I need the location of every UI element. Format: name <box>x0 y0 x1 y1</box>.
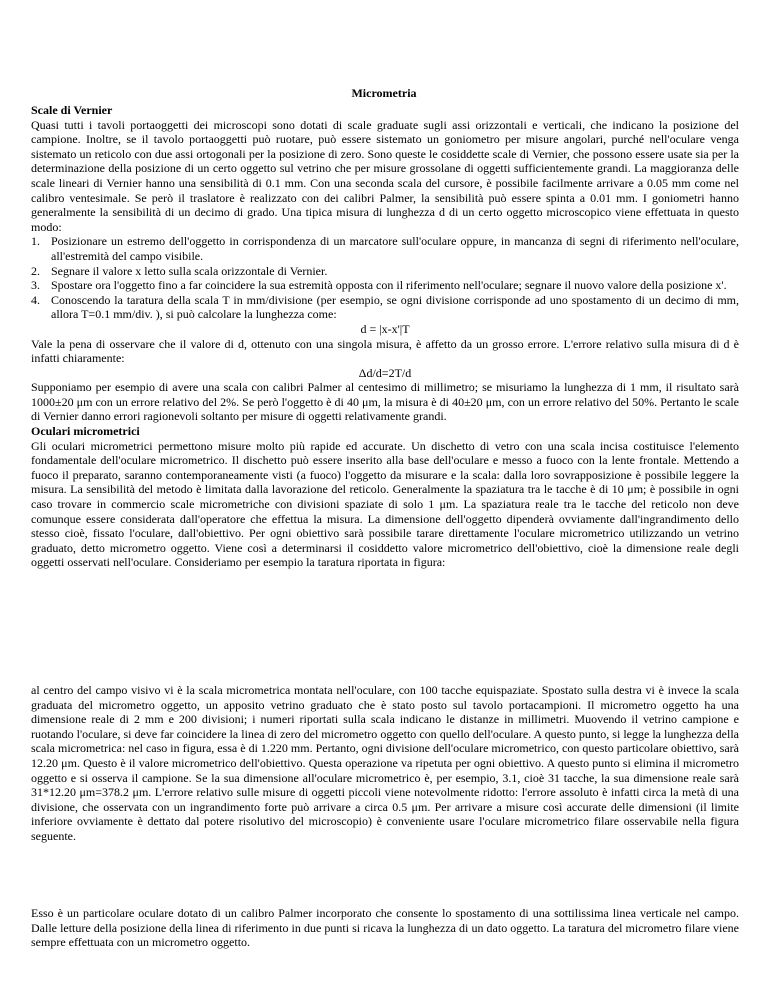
list-item: 4. Conoscendo la taratura della scala T in mm/divisione (per esempio, se ogni divisione corrisponde ad uno spostamento di un decimo di mm, allora T=0.1 mm/div. ), si può calcolare la lunghezza come: <box>31 292 739 322</box>
heading-vernier: Scale di Vernier <box>31 103 113 117</box>
section-filare <box>0 906 768 950</box>
paragraph-vernier-intro: Quasi tutti i tavoli portaoggetti dei microscopi sono dotati di scale graduate sugli assi orizzontali e verticali, che indicano la posizione del campione. Inoltre, se il tavolo portaoggetti può ruotare, può essere sistemato un goniometro per misure angolari, purché nell'oculare venga sistemato un reticolo con due assi ortogonali per la posizione di zero. Sono queste le cosiddette scale di Vernier, che possono essere usate sia per la determinazione della posizione di un certo oggetto sul vetrino che per misure grossolane di oggetti sufficientemente grandi. La maggioranza delle scale lineari di Vernier hanno una sensibilità di 0.1 mm. Con una seconda scala del cursore, è possibile facilmente arrivare a 0.05 mm come nel calibro ventesimale. Se però il traslatore è realizzato con dei calibri Palmer, la sensibilità può essere spinta a 0.01 mm. I goniometri hanno generalmente la sensibilità di un decimo di grado. Una tipica misura di lunghezza d di un certo oggetto microscopico viene effettuata in questo modo: <box>31 117 739 234</box>
formula-length: d = |x-x'|T <box>360 321 410 336</box>
list-item: 1. Posizionare un estremo dell'oggetto in corrispondenza di un marcatore sull'oculare oppure, in mancanza di segni di riferimento nell'oculare, all'estremità del campo visibile. <box>31 234 739 263</box>
page-title: Micrometria <box>351 86 417 100</box>
section-taratura <box>0 683 768 844</box>
paragraph-error: Vale la pena di osservare che il valore di d, ottenuto con una singola misura, è affetto da un grosso errore. L'errore relativo sulla misura di d è infatti chiaramente: <box>31 336 739 366</box>
paragraph-filare: Esso è un particolare oculare dotato di un calibro Palmer incorporato che consente lo spostamento di una sottilissima linea verticale nel campo. Dalle letture della posizione della linea di riferimento in due punti si ricava la lunghezza di un dato oggetto. La taratura del micrometro filare viene sempre effettuata con un micrometro oggetto. <box>31 906 739 950</box>
paragraph-taratura: al centro del campo visivo vi è la scala micrometrica montata nell'oculare, con 100 tacche equispaziate. Spostato sulla destra vi è invece la scala graduata del micrometro oggetto, un apposito vetrino graduato che è stato posto sul tavolo portacampioni. Il micrometro oggetto ha una dimensione reale di 2 mm e 200 divisioni; i numeri riportati sulla scala indicano le distanze in millimetri. Muovendo il vetrino campione e ruotando l'oculare, si deve far coincidere la linea di zero del micrometro oggetto con quello dell'oculare. A questo punto, si legge la lunghezza della scala micrometrica: nel caso in figura, essa è di 1.220 mm. Pertanto, ogni divisione dell'oculare micrometrico, con questo particolare obiettivo, sarà 12.20 μm. Questo è il valore micrometrico dell'obiettivo. Questa operazione va ripetuta per ogni obiettivo. A questo punto si elimina il micrometro oggetto e si osserva il campione. Se la sua dimensione all'oculare micrometrico è, per esempio, 3.1, cioè 31 tacche, la sua dimensione reale sarà 31*12.20 μm=378.2 μm. L'errore relativo sulle misure di oggetti piccoli viene notevolmente ridotto: l'errore assoluto è infatti circa la metà di una divisione, che osservata con un ingrandimento forte può arrivare a circa 0.5 μm. Per arrivare a misure così accurate delle dimensioni (il limite inferiore ovviamente è dettato dal potere risolutivo del microscopio) è conveniente usare l'oculare micrometrico filare osservabile nella figura seguente. <box>31 683 739 843</box>
paragraph-oculari-intro: Gli oculari micrometrici permettono misure molto più rapide ed accurate. Un dischetto di vetro con una scala incisa costituisce l'elemento fondamentale dell'oculare micrometrico. Il dischetto può essere inserito alla base dell'oculare e messo a fuoco con la lente frontale. Mettendo a fuoco il preparato, saranno contemporaneamente visti (a fuoco) l'oggetto da misurare e la scala: dalla loro sovrapposizione è possibile leggere la misura. La sensibilità del metodo è limitata dalla lavorazione del reticolo. Generalmente la spaziatura tra le tacche è di 10 μm; è possibile in ogni caso trovare in commercio scale micrometriche con divisioni spaziate di solo 1 μm. La spaziatura reale tra le tacche del reticolo non deve comunque essere considerata dall'operatore che effettua la misura. La dimensione dell'oggetto dipenderà ovviamente dall'ingrandimento dello stesso cioè, fissato l'oculare, dall'obiettivo. Per ogni obiettivo sarà possibile tarare direttamente l'oculare micrometrico utilizzando un vetrino graduato, detto micrometro oggetto. Viene così a determinarsi il cosiddetto valore micrometrico dell'obiettivo, cioè la dimensione reale degli oggetti osservati nell'oculare. Consideriamo per esempio la taratura riportata in figura: <box>31 438 739 570</box>
list-item: 2. Segnare il valore x letto sulla scala orizzontale di Vernier. <box>31 263 328 278</box>
list-item: 3. Spostare ora l'oggetto fino a far coincidere la sua estremità opposta con il riferimento nell'oculare; segnare il nuovo valore della posizione x'. <box>31 278 727 293</box>
section-vernier <box>0 103 768 570</box>
formula-relative-error: Δd/d=2T/d <box>358 365 412 380</box>
paragraph-example: Supponiamo per esempio di avere una scala con calibri Palmer al centesimo di millimetro; se misuriamo la lunghezza di 1 mm, il risultato sarà 1000±20 μm con un errore relativo del 2%. Se però l'oggetto è di 40 μm, la misura è di 40±20 μm, con un errore relativo del 50%. Pertanto le scale di Vernier danno errori ragionevoli soltanto per misure di oggetti relativamente grandi. <box>31 380 739 424</box>
steps-list <box>31 234 739 322</box>
heading-oculari: Oculari micrometrici <box>31 424 140 439</box>
